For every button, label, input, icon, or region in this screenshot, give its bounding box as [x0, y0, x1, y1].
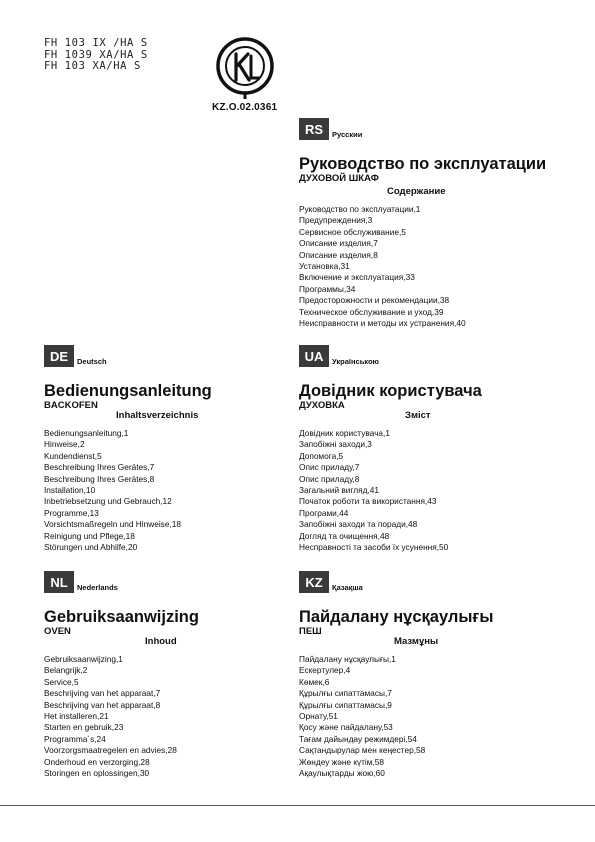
table-of-contents	[44, 654, 294, 779]
toc-item: Ескертулер,4	[299, 665, 351, 676]
contents-heading: Inhoud	[145, 636, 177, 647]
toc-item: Жөндеу және күтім,58	[299, 756, 384, 767]
language-badge: NL	[44, 571, 74, 593]
language-badge: RS	[299, 118, 329, 140]
toc-item: Störungen und Abhilfe,20	[44, 542, 138, 553]
table-of-contents	[299, 654, 549, 779]
toc-item: Початок роботи та використання,43	[299, 496, 437, 507]
section-kz	[299, 571, 549, 779]
toc-item: Hinweise,2	[44, 439, 85, 450]
toc-item: Kundendienst,5	[44, 450, 102, 461]
language-name: Deutsch	[77, 357, 107, 366]
section-ua	[299, 345, 549, 553]
language-badge: DE	[44, 345, 74, 367]
toc-item: Неисправности и методы их устранения,40	[299, 318, 466, 329]
toc-item: Beschreibung Ihres Gerätes,7	[44, 462, 155, 473]
language-name: Nederlands	[77, 583, 118, 592]
product-name: BACKOFEN	[44, 400, 98, 411]
manual-title: Руководство по эксплуатации	[299, 155, 547, 173]
toc-item: Beschrijving van het apparaat,7	[44, 688, 161, 699]
product-name: ДУХОВОЙ ШКАФ	[299, 173, 379, 184]
table-of-contents	[299, 204, 549, 329]
toc-item: Vorsichtsmaßregeln und Hinweise,18	[44, 519, 181, 530]
model-list	[44, 38, 148, 73]
toc-item: Руководство по эксплуатации,1	[299, 204, 421, 214]
toc-item: Загальний вигляд,41	[299, 485, 379, 496]
toc-item: Installation,10	[44, 485, 96, 496]
certification-code: KZ.O.02.0361	[212, 102, 278, 113]
toc-item: Программы,34	[299, 283, 356, 294]
toc-item: Програми,44	[299, 507, 349, 518]
product-name: ПЕШ	[299, 626, 322, 637]
toc-item: Beschrijving van het apparaat,8	[44, 699, 161, 710]
language-name: Русскии	[332, 130, 363, 139]
contents-heading: Зміст	[405, 410, 431, 421]
toc-item: Техническое обслуживание и уход,39	[299, 306, 444, 317]
toc-item: Несправності та засоби їх усунення,50	[299, 542, 449, 553]
toc-item: Inbetriebsetzung und Gebrauch,12	[44, 496, 172, 507]
toc-item: Құрылғы сипаттамасы,7	[299, 688, 392, 699]
toc-item: Опис приладу,7	[299, 462, 360, 473]
manual-title: Довідник користувача	[299, 382, 482, 400]
toc-item: Описание изделия,8	[299, 249, 378, 260]
toc-item: Предупреждения,3	[299, 215, 373, 226]
toc-item: Сервисное обслуживание,5	[299, 226, 406, 237]
language-name: Қазақша	[332, 583, 363, 592]
toc-item: Reinigung und Pflege,18	[44, 530, 135, 541]
toc-item: Допомога,5	[299, 450, 344, 461]
language-badge: KZ	[299, 571, 329, 593]
toc-item: Programma´s,24	[44, 733, 106, 744]
contents-heading: Содержание	[387, 186, 446, 197]
toc-item: Көмек,6	[299, 676, 330, 687]
toc-item: Voorzorgsmaatregelen en advies,28	[44, 745, 177, 756]
toc-item: Het installeren,21	[44, 711, 109, 722]
manual-title: Gebruiksaanwijzing	[44, 608, 199, 626]
toc-item: Beschreibung Ihres Gerätes,8	[44, 473, 155, 484]
toc-item: Включение и эксплуатация,33	[299, 272, 415, 283]
toc-item: Starten en gebruik,23	[44, 722, 124, 733]
product-name: ДУХОВКА	[299, 400, 345, 411]
toc-item: Запобіжні заходи та поради,48	[299, 519, 418, 530]
section-nl	[44, 571, 294, 779]
section-de	[44, 345, 294, 553]
language-name: Українською	[332, 357, 379, 366]
language-badge: UA	[299, 345, 329, 367]
toc-item: Gebruiksaanwijzing,1	[44, 654, 123, 664]
toc-item: Установка,31	[299, 261, 350, 272]
toc-item: Опис приладу,8	[299, 473, 360, 484]
manual-title: Пайдалану нұсқаулығы	[299, 608, 494, 626]
toc-item: Запобіжні заходи,3	[299, 439, 372, 450]
toc-item: Қосу және пайдалану,53	[299, 722, 393, 733]
toc-item: Сақтандырулар мен кеңестер,58	[299, 745, 426, 756]
contents-heading: Inhaltsverzeichnis	[116, 410, 199, 421]
toc-item: Ақаулықтарды жою,60	[299, 768, 385, 779]
toc-item: Programme,13	[44, 507, 99, 518]
toc-item: Предосторожности и рекомендации,38	[299, 295, 450, 306]
model-number: FH 1039 XA/HA S	[44, 48, 148, 61]
toc-item: Пайдалану нұсқаулығы,1	[299, 654, 396, 664]
contents-heading: Мазмұны	[394, 636, 439, 647]
model-number: FH 103 IX /HA S	[44, 37, 148, 49]
toc-item: Bedienungsanleitung,1	[44, 428, 129, 438]
toc-item: Service,5	[44, 676, 79, 687]
toc-item: Belangrijk,2	[44, 665, 88, 676]
toc-item: Onderhoud en verzorging,28	[44, 756, 150, 767]
certification-mark-icon	[215, 36, 275, 100]
table-of-contents	[44, 428, 294, 553]
section-rs	[299, 118, 549, 329]
bottom-divider	[0, 805, 595, 806]
model-number: FH 103 XA/HA S	[44, 60, 141, 72]
toc-item: Тағам дайындау режимдері,54	[299, 733, 417, 744]
table-of-contents	[299, 428, 549, 553]
manual-title: Bedienungsanleitung	[44, 382, 212, 400]
toc-item: Догляд та очищення,48	[299, 530, 390, 541]
toc-item: Storingen en oplossingen,30	[44, 768, 150, 779]
toc-item: Орнату,51	[299, 711, 338, 722]
product-name: OVEN	[44, 626, 71, 637]
toc-item: Довідник користувача,1	[299, 428, 390, 438]
toc-item: Описание изделия,7	[299, 238, 378, 249]
toc-item: Құрылғы сипаттамасы,9	[299, 699, 392, 710]
